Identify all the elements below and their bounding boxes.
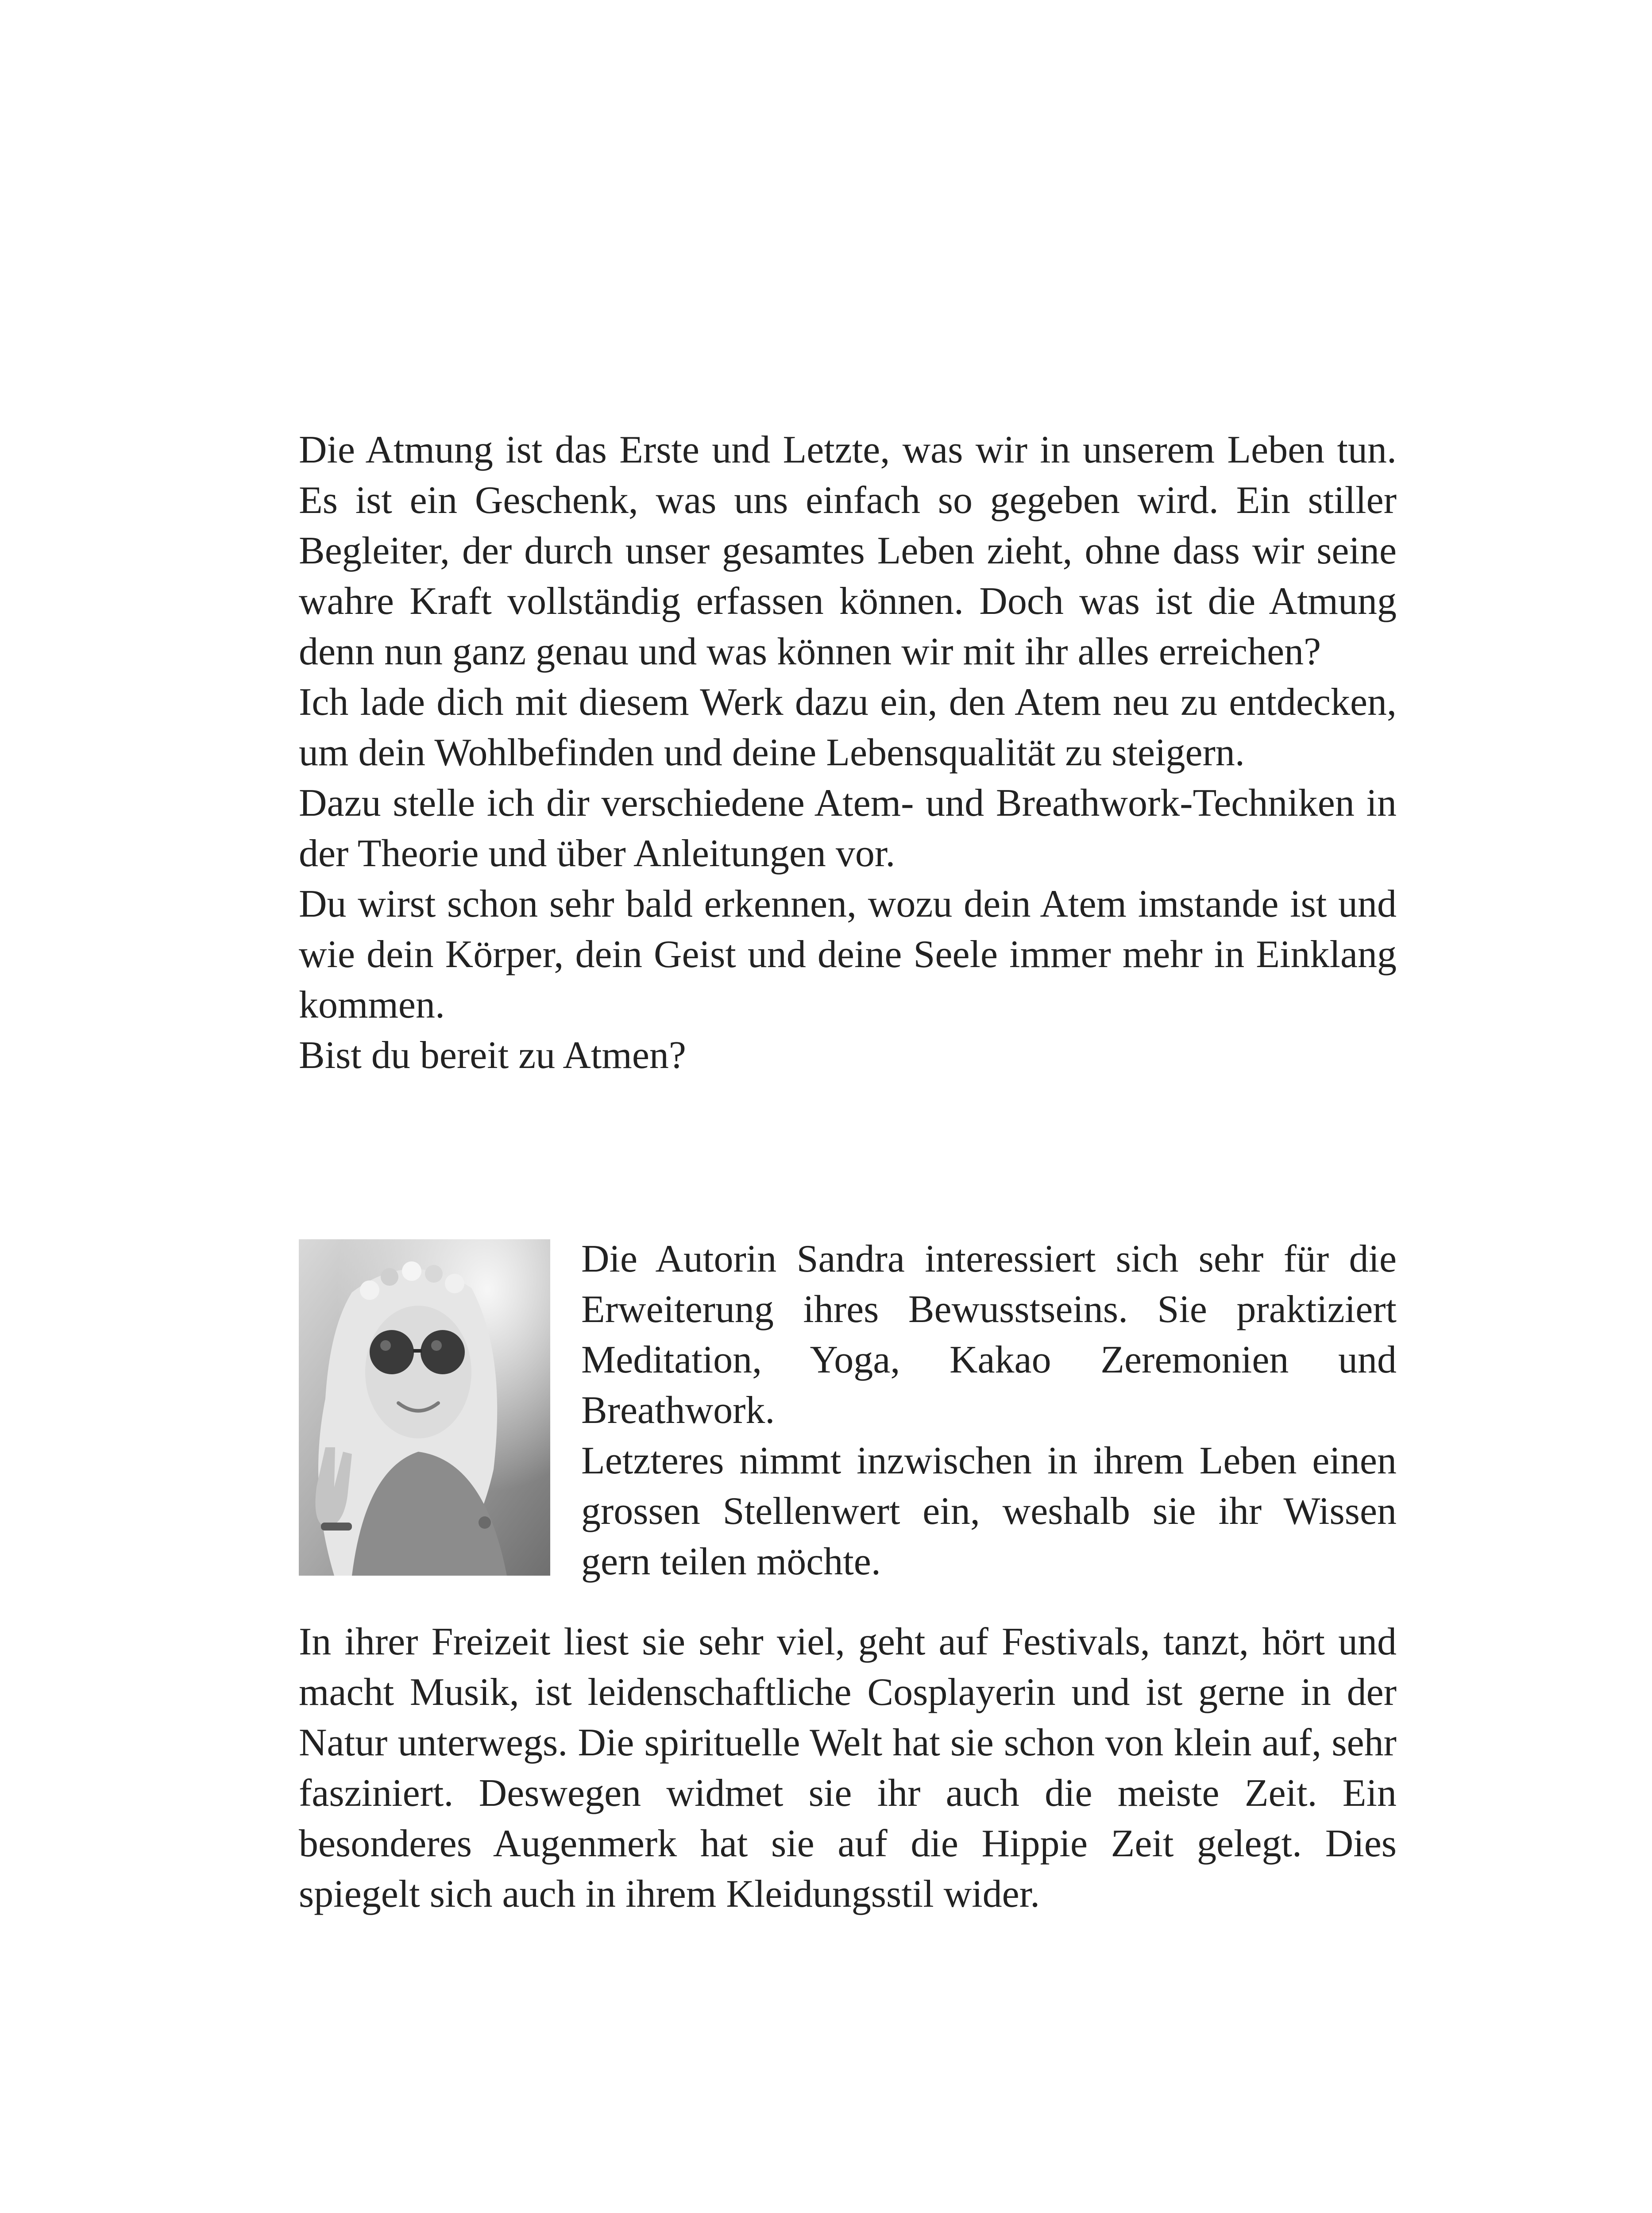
intro-paragraph: Ich lade dich mit diesem Werk dazu ein, den Atem neu zu entdecken, um dein Wohlbefinden und deine Lebensqualität zu steigern.: [299, 681, 1397, 774]
author-leisure-text: [299, 1617, 1397, 1920]
intro-paragraph: Dazu stelle ich dir verschiedene Atem- und Breathwork-Techniken in der Theorie und über Anleitungen vor.: [299, 782, 1397, 875]
author-bio-paragraph: Die Autorin Sandra interessiert sich sehr für die Erweiterung ihres Bewusstseins. Sie praktiziert Meditation, Yoga, Kakao Zeremonien und Breathwork.: [581, 1238, 1397, 1432]
author-bio: [581, 1234, 1397, 1587]
intro-paragraph: Du wirst schon sehr bald erkennen, wozu dein Atem imstande ist und wie dein Körper, dein Geist und deine Seele immer mehr in Einklang kommen.: [299, 883, 1397, 1026]
intro-paragraph: Bist du bereit zu Atmen?: [299, 1034, 686, 1077]
author-bio-paragraph: Letzteres nimmt inzwischen in ihrem Leben einen grossen Stellenwert ein, weshalb sie ihr Wissen gern teilen möchte.: [581, 1439, 1397, 1583]
intro-text: [299, 425, 1397, 1081]
author-leisure-paragraph: In ihrer Freizeit liest sie sehr viel, geht auf Festivals, tanzt, hört und macht Musik, ist leidenschaftliche Cosplayerin und ist gerne in der Natur unterwegs. Die spirituelle Welt hat sie schon von klein auf, sehr fasziniert. Deswegen widmet sie ihr auch die meiste Zeit. Ein besonderes Augenmerk hat sie auf die Hippie Zeit gelegt. Dies spiegelt sich auch in ihrem Kleidungsstil wider.: [299, 1620, 1397, 1916]
intro-paragraph: Die Atmung ist das Erste und Letzte, was wir in unserem Leben tun. Es ist ein Geschenk, was uns einfach so gegeben wird. Ein stiller Begleiter, der durch unser gesamtes Leben zieht, ohne dass wir seine wahre Kraft vollständig erfassen können. Doch was ist die Atmung denn nun ganz genau und was können wir mit ihr alles erreichen?: [299, 428, 1397, 673]
author-photo: [299, 1239, 550, 1576]
